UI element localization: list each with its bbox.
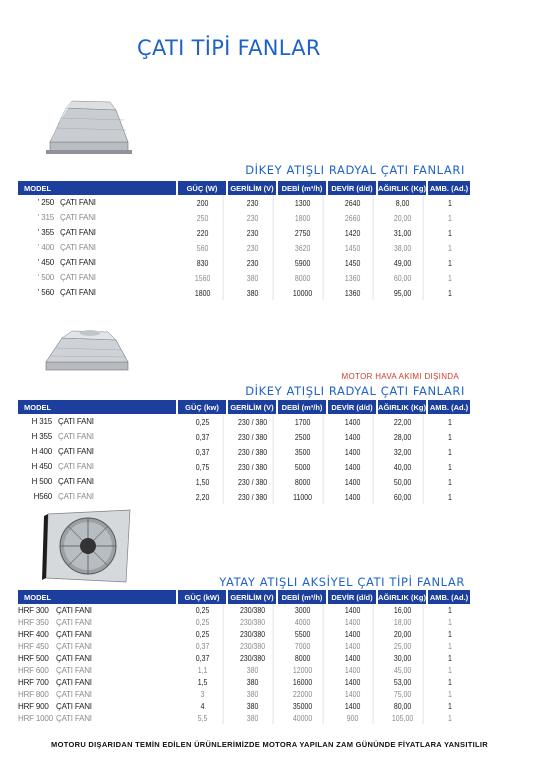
- table-row: [18, 195, 472, 210]
- weight-cell: 28,00: [383, 429, 424, 444]
- amb-cell: 1: [448, 272, 452, 283]
- weight-cell: 105,00: [383, 712, 424, 724]
- weight-cell: 75,00: [383, 688, 424, 700]
- amb-cell: 1: [448, 713, 452, 723]
- table-row: [18, 444, 472, 459]
- amb-cell: 1: [448, 227, 452, 238]
- weight-cell: 45,00: [383, 664, 424, 676]
- table-row: [18, 414, 472, 429]
- speed-cell: 1400: [333, 604, 374, 616]
- voltage-cell: 230/380: [233, 616, 274, 628]
- speed-cell: 1360: [333, 285, 374, 300]
- weight-cell: 18,00: [383, 616, 424, 628]
- model-cell: HRF 350 ÇATI FANI: [18, 617, 92, 627]
- col-speed: DEVİR (d/d): [328, 400, 378, 414]
- col-weight: AĞIRLIK (Kg): [378, 181, 428, 195]
- flow-cell: 5000: [283, 459, 324, 474]
- col-speed: DEVİR (d/d): [328, 181, 378, 195]
- weight-cell: 60,00: [383, 489, 424, 504]
- power-cell: 0,25: [183, 414, 224, 429]
- weight-cell: 50,00: [383, 474, 424, 489]
- weight-cell: 80,00: [383, 700, 424, 712]
- col-model: MODEL: [18, 590, 178, 604]
- model-cell: HRF 800 ÇATI FANI: [18, 689, 92, 699]
- voltage-cell: 230: [233, 195, 274, 210]
- table-header: [18, 400, 472, 414]
- col-amb: AMB. (Ad.): [428, 590, 472, 604]
- model-cell: ' 450 ÇATI FANI: [37, 258, 96, 267]
- amb-cell: 1: [448, 677, 452, 687]
- power-cell: 0,37: [183, 429, 224, 444]
- amb-cell: 1: [448, 446, 452, 457]
- model-cell: ' 355 ÇATI FANI: [37, 228, 96, 237]
- speed-cell: 900: [333, 712, 374, 724]
- weight-cell: 30,00: [383, 652, 424, 664]
- table-row: [18, 664, 472, 676]
- flow-cell: 11000: [283, 489, 324, 504]
- table-row: [18, 474, 472, 489]
- flow-cell: 2500: [283, 429, 324, 444]
- power-cell: 830: [183, 255, 224, 270]
- power-cell: 1,5: [183, 676, 224, 688]
- weight-cell: 40,00: [383, 459, 424, 474]
- voltage-cell: 230 / 380: [233, 444, 274, 459]
- power-cell: 2,20: [183, 489, 224, 504]
- speed-cell: 1400: [333, 700, 374, 712]
- amb-cell: 1: [448, 242, 452, 253]
- flow-cell: 16000: [283, 676, 324, 688]
- amb-cell: 1: [448, 641, 452, 651]
- col-voltage: GERİLİM (V): [228, 400, 278, 414]
- voltage-cell: 230/380: [233, 604, 274, 616]
- model-cell: H 355 ÇATI FANI: [31, 432, 94, 441]
- col-weight: AĞIRLIK (Kg): [378, 400, 428, 414]
- flow-cell: 7000: [283, 640, 324, 652]
- flow-cell: 1300: [283, 195, 324, 210]
- weight-cell: 49,00: [383, 255, 424, 270]
- voltage-cell: 380: [233, 664, 274, 676]
- amb-cell: 1: [448, 431, 452, 442]
- flow-cell: 8000: [283, 270, 324, 285]
- amb-cell: 1: [448, 197, 452, 208]
- table-row: [18, 604, 472, 616]
- voltage-cell: 230/380: [233, 628, 274, 640]
- table-row: [18, 640, 472, 652]
- weight-cell: 53,00: [383, 676, 424, 688]
- col-flow: DEBİ (m³/h): [278, 181, 328, 195]
- power-cell: 0,37: [183, 652, 224, 664]
- voltage-cell: 380: [233, 676, 274, 688]
- weight-cell: 22,00: [383, 414, 424, 429]
- motor-note: MOTOR HAVA AKIMI DIŞINDA: [341, 372, 459, 381]
- model-cell: ' 500 ÇATI FANI: [37, 273, 96, 282]
- table-row: [18, 255, 472, 270]
- voltage-cell: 230 / 380: [233, 489, 274, 504]
- voltage-cell: 230/380: [233, 652, 274, 664]
- voltage-cell: 230: [233, 225, 274, 240]
- flow-cell: 5500: [283, 628, 324, 640]
- speed-cell: 1450: [333, 255, 374, 270]
- power-cell: 1560: [183, 270, 224, 285]
- power-cell: 0,25: [183, 616, 224, 628]
- amb-cell: 1: [448, 665, 452, 675]
- voltage-cell: 380: [233, 270, 274, 285]
- power-cell: 4: [183, 700, 224, 712]
- speed-cell: 1400: [333, 688, 374, 700]
- weight-cell: 20,00: [383, 210, 424, 225]
- weight-cell: 25,00: [383, 640, 424, 652]
- model-cell: HRF 400 ÇATI FANI: [18, 629, 92, 639]
- model-cell: HRF 600 ÇATI FANI: [18, 665, 92, 675]
- model-cell: ' 250 ÇATI FANI: [37, 198, 96, 207]
- roof-fan-image-1: [36, 98, 136, 158]
- col-voltage: GERİLİM (V): [228, 590, 278, 604]
- model-cell: ' 400 ÇATI FANI: [37, 243, 96, 252]
- weight-cell: 8,00: [383, 195, 424, 210]
- table-row: [18, 688, 472, 700]
- flow-cell: 3000: [283, 604, 324, 616]
- speed-cell: 1420: [333, 225, 374, 240]
- amb-cell: 1: [448, 461, 452, 472]
- model-cell: H 450 ÇATI FANI: [31, 462, 94, 471]
- weight-cell: 38,00: [383, 240, 424, 255]
- table-row: [18, 700, 472, 712]
- col-amb: AMB. (Ad.): [428, 400, 472, 414]
- weight-cell: 60,00: [383, 270, 424, 285]
- flow-cell: 5900: [283, 255, 324, 270]
- power-cell: 200: [183, 195, 224, 210]
- amb-cell: 1: [448, 689, 452, 699]
- voltage-cell: 380: [233, 285, 274, 300]
- model-cell: HRF 450 ÇATI FANI: [18, 641, 92, 651]
- amb-cell: 1: [448, 617, 452, 627]
- table-row: [18, 225, 472, 240]
- table-header: [18, 590, 472, 604]
- speed-cell: 1400: [333, 414, 374, 429]
- speed-cell: 1400: [333, 664, 374, 676]
- flow-cell: 35000: [283, 700, 324, 712]
- col-amb: AMB. (Ad.): [428, 181, 472, 195]
- speed-cell: 1360: [333, 270, 374, 285]
- weight-cell: 20,00: [383, 628, 424, 640]
- flow-cell: 1700: [283, 414, 324, 429]
- power-cell: 1800: [183, 285, 224, 300]
- voltage-cell: 380: [233, 688, 274, 700]
- speed-cell: 1400: [333, 640, 374, 652]
- weight-cell: 31,00: [383, 225, 424, 240]
- speed-cell: 1400: [333, 616, 374, 628]
- model-cell: ' 315 ÇATI FANI: [37, 213, 96, 222]
- table-row: [18, 270, 472, 285]
- flow-cell: 1800: [283, 210, 324, 225]
- axial-fan-image: [38, 508, 134, 586]
- power-cell: 250: [183, 210, 224, 225]
- voltage-cell: 230 / 380: [233, 429, 274, 444]
- power-cell: 0,37: [183, 640, 224, 652]
- model-cell: H 400 ÇATI FANI: [31, 447, 94, 456]
- section3-table: [18, 590, 472, 724]
- weight-cell: 95,00: [383, 285, 424, 300]
- col-power: GÜÇ (W): [178, 181, 228, 195]
- section2-title: DİKEY ATIŞLI RADYAL ÇATI FANLARI: [245, 384, 465, 398]
- model-cell: H560 ÇATI FANI: [33, 492, 94, 501]
- amb-cell: 1: [448, 491, 452, 502]
- col-power: GÜÇ (kw): [178, 400, 228, 414]
- speed-cell: 2640: [333, 195, 374, 210]
- flow-cell: 3620: [283, 240, 324, 255]
- col-flow: DEBİ (m³/h): [278, 590, 328, 604]
- flow-cell: 3500: [283, 444, 324, 459]
- table-row: [18, 712, 472, 724]
- power-cell: 1,1: [183, 664, 224, 676]
- table-row: [18, 429, 472, 444]
- model-cell: HRF 300 ÇATI FANI: [18, 605, 92, 615]
- power-cell: 220: [183, 225, 224, 240]
- col-flow: DEBİ (m³/h): [278, 400, 328, 414]
- speed-cell: 1450: [333, 240, 374, 255]
- flow-cell: 8000: [283, 652, 324, 664]
- flow-cell: 40000: [283, 712, 324, 724]
- speed-cell: 1400: [333, 474, 374, 489]
- table-header: [18, 181, 472, 195]
- amb-cell: 1: [448, 701, 452, 711]
- section3-title: YATAY ATIŞLI AKSİYEL ÇATI TİPİ FANLAR: [219, 575, 465, 589]
- voltage-cell: 380: [233, 712, 274, 724]
- power-cell: 0,25: [183, 604, 224, 616]
- table-row: [18, 652, 472, 664]
- amb-cell: 1: [448, 605, 452, 615]
- roof-fan-image-2: [36, 326, 136, 376]
- amb-cell: 1: [448, 653, 452, 663]
- col-model: MODEL: [18, 400, 178, 414]
- voltage-cell: 230: [233, 210, 274, 225]
- speed-cell: 1400: [333, 489, 374, 504]
- speed-cell: 1400: [333, 628, 374, 640]
- voltage-cell: 230 / 380: [233, 414, 274, 429]
- voltage-cell: 230: [233, 255, 274, 270]
- amb-cell: 1: [448, 416, 452, 427]
- power-cell: 1,50: [183, 474, 224, 489]
- power-cell: 560: [183, 240, 224, 255]
- section1-title: DİKEY ATIŞLI RADYAL ÇATI FANLARI: [245, 163, 465, 177]
- weight-cell: 32,00: [383, 444, 424, 459]
- footer-note: MOTORU DIŞARIDAN TEMİN EDİLEN ÜRÜNLERİMİZDE MOTORA YAPILAN ZAM GÜNÜNDE FİYATLARA YANSITILIR: [51, 740, 488, 749]
- col-speed: DEVİR (d/d): [328, 590, 378, 604]
- section1-table: [18, 181, 472, 300]
- voltage-cell: 380: [233, 700, 274, 712]
- table-row: [18, 628, 472, 640]
- amb-cell: 1: [448, 287, 452, 298]
- power-cell: 5,5: [183, 712, 224, 724]
- voltage-cell: 230 / 380: [233, 474, 274, 489]
- speed-cell: 1400: [333, 459, 374, 474]
- table-row: [18, 489, 472, 504]
- table-row: [18, 210, 472, 225]
- col-model: MODEL: [18, 181, 178, 195]
- col-voltage: GERİLİM (V): [228, 181, 278, 195]
- speed-cell: 2660: [333, 210, 374, 225]
- speed-cell: 1400: [333, 429, 374, 444]
- section2-table: [18, 400, 472, 504]
- table-row: [18, 459, 472, 474]
- flow-cell: 12000: [283, 664, 324, 676]
- amb-cell: 1: [448, 629, 452, 639]
- model-cell: HRF 1000 ÇATI FANI: [18, 713, 92, 723]
- table-row: [18, 285, 472, 300]
- model-cell: HRF 500 ÇATI FANI: [18, 653, 92, 663]
- power-cell: 0,25: [183, 628, 224, 640]
- voltage-cell: 230: [233, 240, 274, 255]
- flow-cell: 10000: [283, 285, 324, 300]
- power-cell: 3: [183, 688, 224, 700]
- flow-cell: 2750: [283, 225, 324, 240]
- page-title: ÇATI TİPİ FANLAR: [137, 36, 321, 60]
- table-row: [18, 676, 472, 688]
- table-row: [18, 616, 472, 628]
- col-weight: AĞIRLIK (Kg): [378, 590, 428, 604]
- voltage-cell: 230 / 380: [233, 459, 274, 474]
- model-cell: HRF 700 ÇATI FANI: [18, 677, 92, 687]
- flow-cell: 22000: [283, 688, 324, 700]
- flow-cell: 4000: [283, 616, 324, 628]
- voltage-cell: 230/380: [233, 640, 274, 652]
- model-cell: H 500 ÇATI FANI: [31, 477, 94, 486]
- amb-cell: 1: [448, 476, 452, 487]
- table-row: [18, 240, 472, 255]
- power-cell: 0,37: [183, 444, 224, 459]
- power-cell: 0,75: [183, 459, 224, 474]
- flow-cell: 8000: [283, 474, 324, 489]
- col-power: GÜÇ (kW): [178, 590, 228, 604]
- model-cell: ' 560 ÇATI FANI: [37, 288, 96, 297]
- model-cell: HRF 900 ÇATI FANI: [18, 701, 92, 711]
- speed-cell: 1400: [333, 676, 374, 688]
- amb-cell: 1: [448, 257, 452, 268]
- amb-cell: 1: [448, 212, 452, 223]
- speed-cell: 1400: [333, 652, 374, 664]
- speed-cell: 1400: [333, 444, 374, 459]
- model-cell: H 315 ÇATI FANI: [31, 417, 94, 426]
- weight-cell: 16,00: [383, 604, 424, 616]
